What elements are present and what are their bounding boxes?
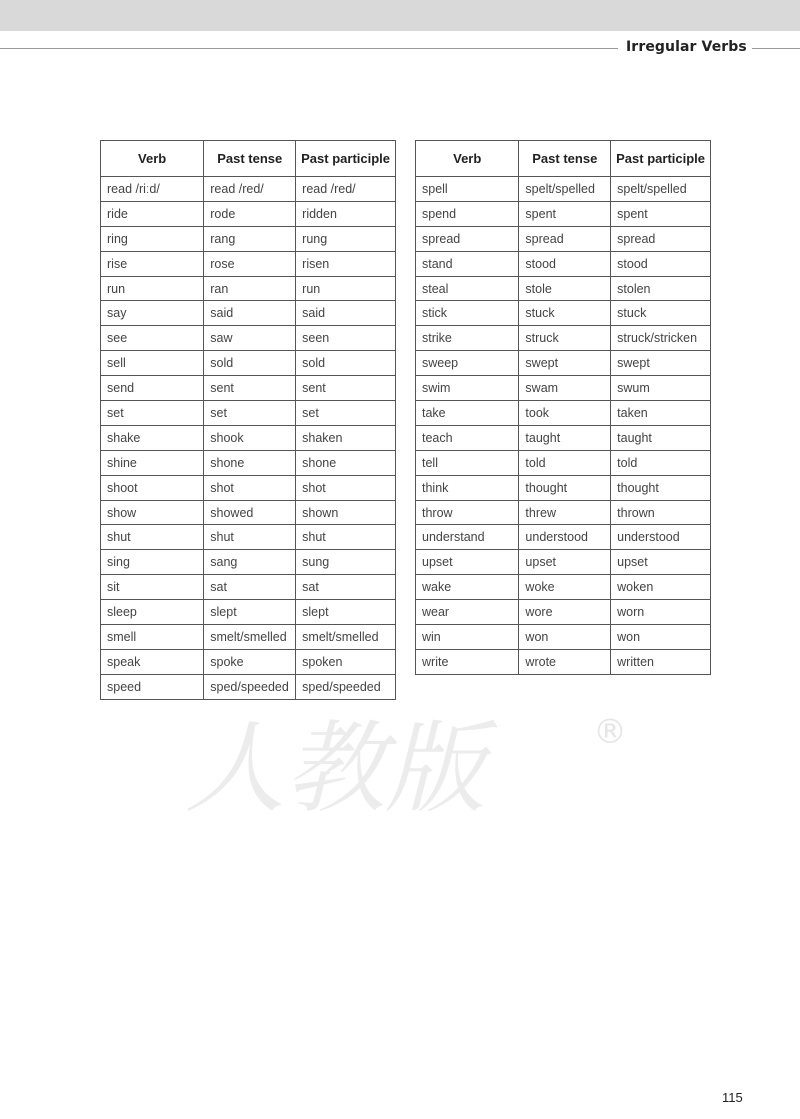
past-participle-cell: set xyxy=(296,401,396,426)
past-tense-cell: shook xyxy=(204,425,296,450)
column-header-past-participle: Past participle xyxy=(296,141,396,177)
past-participle-cell: sat xyxy=(296,575,396,600)
past-tense-cell: struck xyxy=(519,326,611,351)
past-participle-cell: won xyxy=(611,625,711,650)
past-tense-cell: said xyxy=(204,301,296,326)
past-participle-cell: shaken xyxy=(296,425,396,450)
past-participle-cell: ridden xyxy=(296,201,396,226)
table-row xyxy=(101,301,396,326)
verb-cell: win xyxy=(416,625,519,650)
verb-cell: wear xyxy=(416,600,519,625)
past-tense-cell: swept xyxy=(519,351,611,376)
table-row xyxy=(101,226,396,251)
past-participle-cell: swum xyxy=(611,376,711,401)
table-row xyxy=(416,351,711,376)
column-header-past-tense: Past tense xyxy=(204,141,296,177)
past-tense-cell: spread xyxy=(519,226,611,251)
verb-cell: write xyxy=(416,649,519,674)
verb-cell: sweep xyxy=(416,351,519,376)
past-participle-cell: sent xyxy=(296,376,396,401)
verb-cell: spread xyxy=(416,226,519,251)
past-tense-cell: spelt/spelled xyxy=(519,177,611,202)
past-participle-cell: thrown xyxy=(611,500,711,525)
table-row xyxy=(101,575,396,600)
verb-table-left-body xyxy=(101,177,396,700)
past-tense-cell: stuck xyxy=(519,301,611,326)
past-tense-cell: stood xyxy=(519,251,611,276)
verb-cell: shoot xyxy=(101,475,204,500)
verb-cell: speed xyxy=(101,674,204,699)
verb-cell: rise xyxy=(101,251,204,276)
past-tense-cell: upset xyxy=(519,550,611,575)
past-tense-cell: sang xyxy=(204,550,296,575)
past-participle-cell: spread xyxy=(611,226,711,251)
verb-cell: upset xyxy=(416,550,519,575)
table-row xyxy=(101,649,396,674)
past-tense-cell: ran xyxy=(204,276,296,301)
watermark-logo xyxy=(175,695,645,830)
table-row xyxy=(416,425,711,450)
table-row xyxy=(416,600,711,625)
past-tense-cell: swam xyxy=(519,376,611,401)
past-participle-cell: rung xyxy=(296,226,396,251)
past-tense-cell: wrote xyxy=(519,649,611,674)
past-participle-cell: sold xyxy=(296,351,396,376)
table-row xyxy=(101,201,396,226)
past-participle-cell: spent xyxy=(611,201,711,226)
table-row xyxy=(416,201,711,226)
table-row xyxy=(101,450,396,475)
verb-table-right xyxy=(415,140,711,675)
table-row xyxy=(416,475,711,500)
past-participle-cell: slept xyxy=(296,600,396,625)
past-participle-cell: struck/stricken xyxy=(611,326,711,351)
past-participle-cell: written xyxy=(611,649,711,674)
verb-cell: teach xyxy=(416,425,519,450)
verb-cell: wake xyxy=(416,575,519,600)
verb-cell: ride xyxy=(101,201,204,226)
verb-cell: stick xyxy=(416,301,519,326)
table-row xyxy=(416,226,711,251)
verb-cell: understand xyxy=(416,525,519,550)
past-tense-cell: rose xyxy=(204,251,296,276)
past-participle-cell: stood xyxy=(611,251,711,276)
past-tense-cell: showed xyxy=(204,500,296,525)
table-row xyxy=(416,575,711,600)
verb-cell: set xyxy=(101,401,204,426)
past-tense-cell: shut xyxy=(204,525,296,550)
past-participle-cell: shone xyxy=(296,450,396,475)
past-tense-cell: sped/speeded xyxy=(204,674,296,699)
past-tense-cell: rang xyxy=(204,226,296,251)
past-tense-cell: thought xyxy=(519,475,611,500)
table-row xyxy=(101,251,396,276)
past-participle-cell: stuck xyxy=(611,301,711,326)
table-row xyxy=(416,625,711,650)
table-header-row xyxy=(101,141,396,177)
verb-cell: stand xyxy=(416,251,519,276)
past-tense-cell: read /red/ xyxy=(204,177,296,202)
verb-cell: send xyxy=(101,376,204,401)
past-participle-cell: swept xyxy=(611,351,711,376)
table-row xyxy=(416,276,711,301)
table-row xyxy=(101,177,396,202)
past-tense-cell: set xyxy=(204,401,296,426)
column-header-verb: Verb xyxy=(101,141,204,177)
past-tense-cell: spent xyxy=(519,201,611,226)
past-tense-cell: stole xyxy=(519,276,611,301)
past-participle-cell: told xyxy=(611,450,711,475)
table-row xyxy=(416,401,711,426)
section-title: Irregular Verbs xyxy=(626,39,747,55)
verb-cell: swim xyxy=(416,376,519,401)
past-tense-cell: threw xyxy=(519,500,611,525)
verb-cell: steal xyxy=(416,276,519,301)
watermark-text: 人教版 xyxy=(185,710,485,827)
verb-cell: strike xyxy=(416,326,519,351)
past-tense-cell: shot xyxy=(204,475,296,500)
verb-cell: sell xyxy=(101,351,204,376)
table-row xyxy=(101,500,396,525)
verb-table-right-body xyxy=(416,177,711,675)
past-participle-cell: shown xyxy=(296,500,396,525)
past-tense-cell: woke xyxy=(519,575,611,600)
table-row xyxy=(101,376,396,401)
past-participle-cell: sung xyxy=(296,550,396,575)
verb-cell: run xyxy=(101,276,204,301)
column-header-past-participle: Past participle xyxy=(611,141,711,177)
verb-cell: tell xyxy=(416,450,519,475)
table-row xyxy=(416,450,711,475)
past-participle-cell: spelt/spelled xyxy=(611,177,711,202)
table-row xyxy=(101,425,396,450)
past-tense-cell: won xyxy=(519,625,611,650)
past-participle-cell: seen xyxy=(296,326,396,351)
past-participle-cell: taught xyxy=(611,425,711,450)
past-tense-cell: sat xyxy=(204,575,296,600)
table-row xyxy=(101,326,396,351)
table-row xyxy=(416,500,711,525)
past-participle-cell: read /red/ xyxy=(296,177,396,202)
verb-cell: see xyxy=(101,326,204,351)
past-participle-cell: shut xyxy=(296,525,396,550)
past-participle-cell: upset xyxy=(611,550,711,575)
past-participle-cell: spoken xyxy=(296,649,396,674)
past-participle-cell: taken xyxy=(611,401,711,426)
table-row xyxy=(101,625,396,650)
verb-cell: sit xyxy=(101,575,204,600)
verb-cell: shake xyxy=(101,425,204,450)
verb-cell: sleep xyxy=(101,600,204,625)
past-tense-cell: wore xyxy=(519,600,611,625)
table-row xyxy=(416,525,711,550)
table-row xyxy=(416,550,711,575)
verb-cell: sing xyxy=(101,550,204,575)
past-tense-cell: saw xyxy=(204,326,296,351)
past-tense-cell: took xyxy=(519,401,611,426)
past-participle-cell: smelt/smelled xyxy=(296,625,396,650)
past-participle-cell: run xyxy=(296,276,396,301)
verb-cell: say xyxy=(101,301,204,326)
verb-cell: spend xyxy=(416,201,519,226)
verb-cell: shine xyxy=(101,450,204,475)
past-tense-cell: told xyxy=(519,450,611,475)
past-tense-cell: rode xyxy=(204,201,296,226)
past-participle-cell: stolen xyxy=(611,276,711,301)
table-row xyxy=(416,301,711,326)
past-participle-cell: understood xyxy=(611,525,711,550)
table-row xyxy=(416,649,711,674)
past-participle-cell: thought xyxy=(611,475,711,500)
table-header-row xyxy=(416,141,711,177)
table-row xyxy=(101,550,396,575)
past-tense-cell: spoke xyxy=(204,649,296,674)
past-participle-cell: sped/speeded xyxy=(296,674,396,699)
table-row xyxy=(416,326,711,351)
header-rule-right xyxy=(752,48,800,49)
table-row xyxy=(101,475,396,500)
verb-cell: smell xyxy=(101,625,204,650)
past-tense-cell: sold xyxy=(204,351,296,376)
table-row xyxy=(101,276,396,301)
column-header-verb: Verb xyxy=(416,141,519,177)
verb-cell: show xyxy=(101,500,204,525)
past-tense-cell: understood xyxy=(519,525,611,550)
verb-cell: ring xyxy=(101,226,204,251)
past-participle-cell: worn xyxy=(611,600,711,625)
verb-cell: read /riːd/ xyxy=(101,177,204,202)
past-tense-cell: smelt/smelled xyxy=(204,625,296,650)
verb-cell: think xyxy=(416,475,519,500)
verb-cell: throw xyxy=(416,500,519,525)
past-tense-cell: sent xyxy=(204,376,296,401)
past-tense-cell: shone xyxy=(204,450,296,475)
watermark-registered-mark: ® xyxy=(593,712,627,752)
table-row xyxy=(101,401,396,426)
table-row xyxy=(416,177,711,202)
header-rule-left xyxy=(0,48,618,49)
table-row xyxy=(101,600,396,625)
table-row xyxy=(416,376,711,401)
past-participle-cell: said xyxy=(296,301,396,326)
page-number: 115 xyxy=(722,1090,743,1105)
column-header-past-tense: Past tense xyxy=(519,141,611,177)
past-tense-cell: taught xyxy=(519,425,611,450)
verb-cell: spell xyxy=(416,177,519,202)
past-tense-cell: slept xyxy=(204,600,296,625)
past-participle-cell: risen xyxy=(296,251,396,276)
verb-cell: speak xyxy=(101,649,204,674)
top-band xyxy=(0,0,800,31)
past-participle-cell: shot xyxy=(296,475,396,500)
table-row xyxy=(101,674,396,699)
table-row xyxy=(101,525,396,550)
verb-cell: take xyxy=(416,401,519,426)
verb-table-left xyxy=(100,140,396,700)
table-row xyxy=(101,351,396,376)
table-row xyxy=(416,251,711,276)
past-participle-cell: woken xyxy=(611,575,711,600)
verb-cell: shut xyxy=(101,525,204,550)
